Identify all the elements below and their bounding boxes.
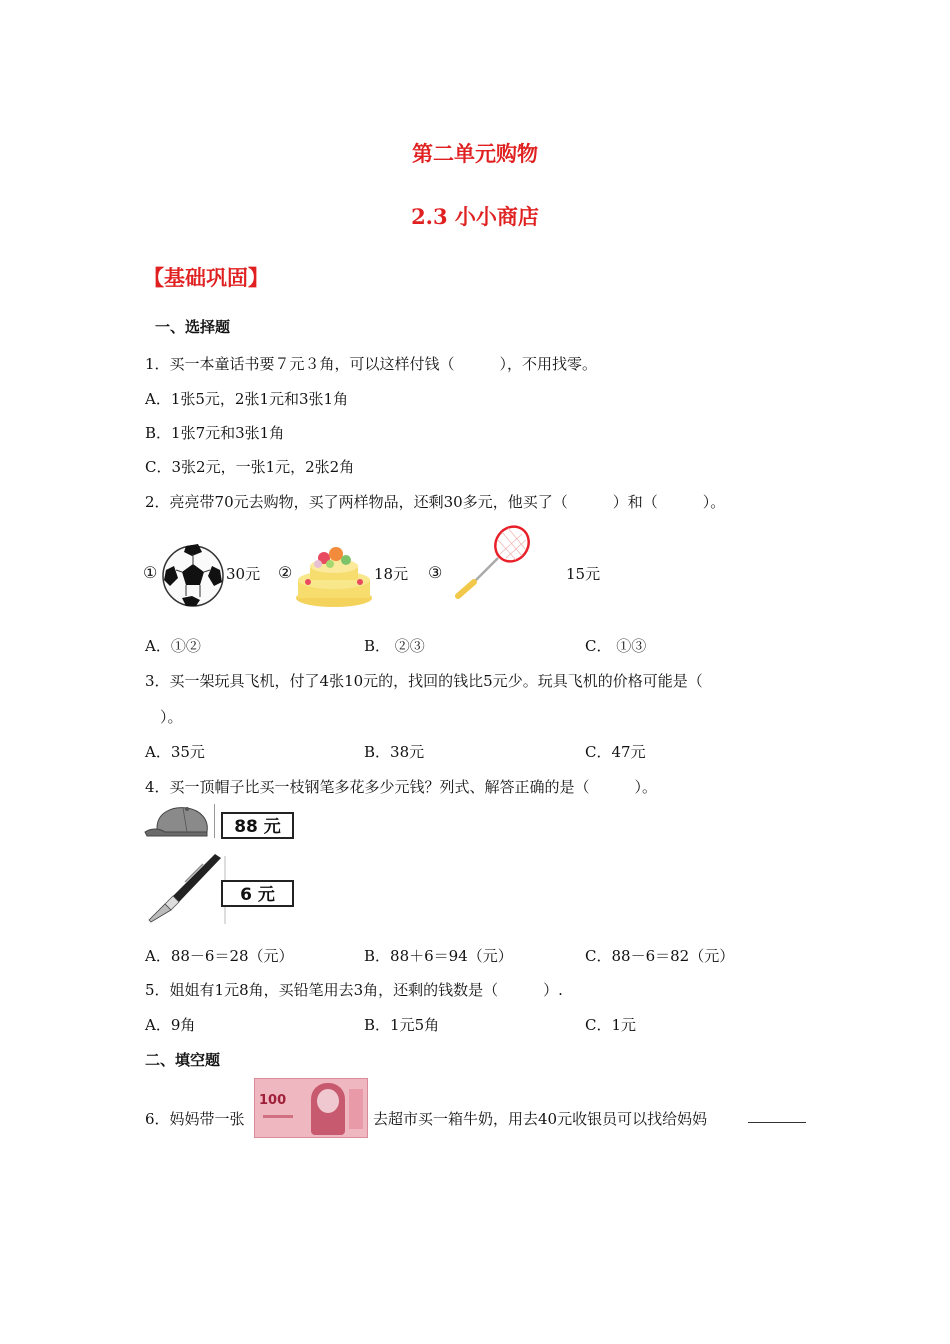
q2-item2-price: 18元 [374, 565, 409, 583]
q1-option-c[interactable]: C．3张2元，一张1元，2张2角 [145, 458, 355, 476]
q5-option-a[interactable]: A．9角 [145, 1016, 196, 1034]
q5-option-c[interactable]: C．1元 [585, 1016, 637, 1034]
banknote-pattern [349, 1089, 363, 1129]
q6-answer-blank[interactable] [748, 1108, 806, 1127]
cake-icon [294, 540, 374, 608]
q2-item2-marker: ② [278, 563, 293, 582]
q2-option-c[interactable]: C． ①③ [585, 637, 647, 655]
banknote-serial [263, 1115, 293, 1118]
q2-text: 2．亮亮带70元去购物，买了两样物品，还剩30多元，他买了（ ）和（ ）。 [145, 493, 726, 511]
banknote-100-icon [254, 1078, 368, 1138]
lesson-title: 2.3 小小商店 [411, 204, 539, 229]
q6-text-after: 去超市买一箱牛奶，用去40元收银员可以找给妈妈 [373, 1110, 708, 1128]
pen-price-box: 6 元 [221, 880, 294, 907]
cap-divider [214, 804, 215, 838]
cap-price-box: 88 元 [221, 812, 294, 839]
badminton-racket-icon [452, 524, 532, 600]
q2-item3-marker: ③ [428, 563, 443, 582]
q3-text-line2: ）。 [160, 708, 183, 726]
soccer-ball-icon [160, 540, 226, 608]
q3-text-line1: 3．买一架玩具飞机，付了4张10元的，找回的钱比5元少。玩具飞机的价格可能是（ [145, 672, 703, 690]
q2-item1-price: 30元 [226, 565, 261, 583]
unit-title: 第二单元购物 [412, 141, 538, 166]
part2-heading: 二、填空题 [145, 1051, 221, 1069]
q2-item1-marker: ① [143, 563, 158, 582]
banknote-portrait-face [317, 1089, 339, 1113]
q6-text-before: 6．妈妈带一张 [145, 1110, 245, 1128]
q4-text: 4．买一顶帽子比买一枝钢笔多花多少元钱？列式、解答正确的是（ ）。 [145, 778, 658, 796]
cap-icon [143, 804, 213, 840]
part1-heading: 一、选择题 [155, 318, 231, 336]
q4-option-c[interactable]: C．88－6＝82（元） [585, 947, 735, 965]
q1-option-a[interactable]: A．1张5元，2张1元和3张1角 [145, 390, 349, 408]
q3-option-b[interactable]: B．38元 [364, 743, 425, 761]
fountain-pen-icon [143, 852, 227, 924]
q2-option-b[interactable]: B． ②③ [364, 637, 425, 655]
q2-option-a[interactable]: A．①② [145, 637, 201, 655]
q5-option-b[interactable]: B．1元5角 [364, 1016, 440, 1034]
q2-item3-price: 15元 [566, 565, 601, 583]
banknote-value: 100 [259, 1093, 287, 1108]
q5-text: 5．姐姐有1元8角，买铅笔用去3角，还剩的钱数是（ ）. [145, 981, 563, 999]
q4-option-a[interactable]: A．88－6＝28（元） [145, 947, 294, 965]
section-label: 【基础巩固】 [143, 265, 269, 290]
q1-option-b[interactable]: B．1张7元和3张1角 [145, 424, 285, 442]
q3-option-a[interactable]: A．35元 [145, 743, 205, 761]
q4-option-b[interactable]: B．88＋6＝94（元） [364, 947, 513, 965]
q1-text: 1．买一本童话书要７元３角，可以这样付钱（ ），不用找零。 [145, 355, 598, 373]
q3-option-c[interactable]: C．47元 [585, 743, 646, 761]
